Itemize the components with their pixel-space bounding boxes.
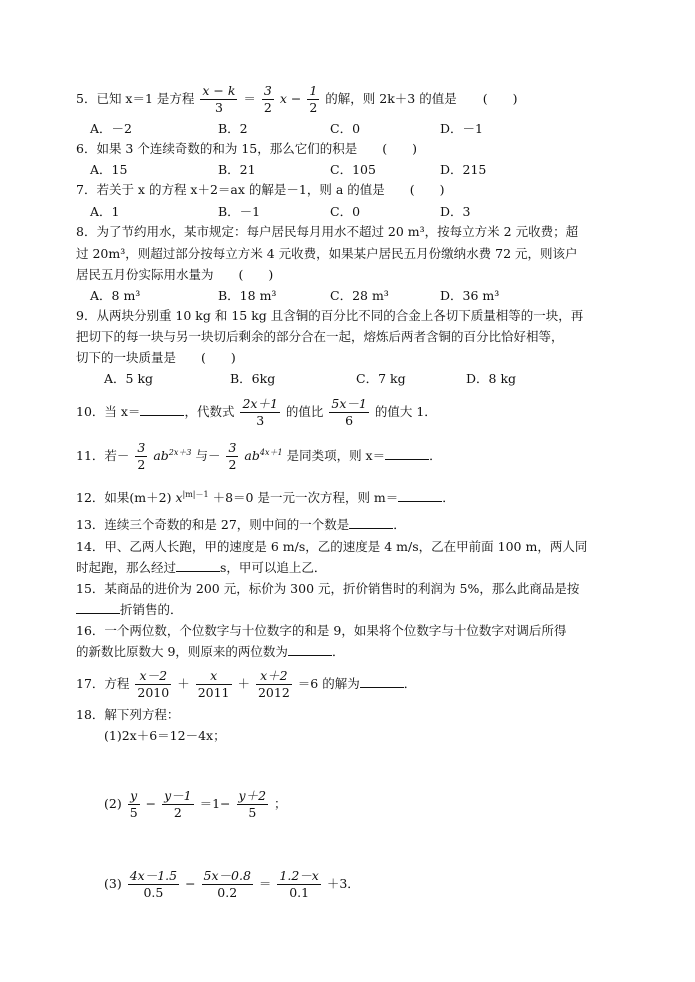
q8-option-d: D．36 m³: [440, 288, 500, 303]
q9-option-a: A．5 kg: [104, 371, 154, 386]
q7-option-d: D．3: [440, 204, 471, 219]
q8-option-c: C．28 m³: [330, 288, 389, 303]
q18-2-fraction-1: $\frac{y}{5}$: [129, 788, 138, 820]
question-8-line-3: 居民五月份实际用水量为 ( ): [76, 267, 274, 282]
q17-fraction-1: $\frac{x-2}{2010}$: [137, 668, 170, 700]
question-18-part-2: (2) $\frac{y}{5}$ − $\frac{y-1}{2}$ ＝1− $\frac{y+2}{5}$ ；: [104, 788, 287, 820]
question-10: 10．当 x＝ ，代数式 $\frac{2x+1}{3}$ 的值比 $\frac{5x-1}{6}$ 的值大 1．: [76, 396, 437, 428]
q6-option-d: D．215: [440, 162, 487, 177]
q5-option-d: D．－1: [440, 121, 483, 136]
q11-answer-blank[interactable]: [385, 447, 429, 460]
q7-option-b: B．－1: [218, 204, 261, 219]
q14-answer-blank[interactable]: [176, 559, 220, 572]
q8-option-b: B．18 m³: [218, 288, 277, 303]
q17-fraction-2: $\frac{x}{2011}$: [197, 668, 230, 700]
question-8-line-1: 8．为了节约用水，某市规定：每户居民每月用水不超过 20 m³，按每立方米 2 元收费；超: [76, 224, 579, 239]
q8-option-a: A．8 m³: [90, 288, 141, 303]
question-14-line-2: 时起跑，那么经过 s，甲可以追上乙．: [76, 560, 327, 575]
question-9-line-1: 9．从两块分别重 10 kg 和 15 kg 且含铜的百分比不同的合金上各切下质量相等的一块，再: [76, 308, 584, 323]
q7-option-a: A．1: [90, 204, 120, 219]
question-18-part-1: (1)2x＋6＝12－4x；: [104, 728, 226, 743]
q18-2-fraction-2: $\frac{y-1}{2}$: [164, 788, 192, 820]
q17-answer-blank[interactable]: [360, 675, 404, 688]
q6-option-b: B．21: [218, 162, 256, 177]
question-6: 6．如果 3 个连续奇数的和为 15，那么它们的积是 ( ): [76, 141, 417, 156]
q5-answer-paren: ( ): [482, 91, 518, 106]
q5-option-b: B．2: [218, 121, 248, 136]
question-16-line-2: 的新数比原数大 9，则原来的两位数为 ．: [76, 644, 345, 659]
question-18: 18．解下列方程：: [76, 707, 180, 722]
question-13: 13．连续三个奇数的和是 27，则中间的一个数是 ．: [76, 517, 406, 532]
q18-3-fraction-2: $\frac{5x-0.8}{0.2}$: [203, 868, 251, 900]
q12-answer-blank[interactable]: [398, 489, 442, 502]
q5-fraction-1: $\frac{x - k}{3}$: [202, 83, 236, 115]
question-9-line-2: 把切下的每一块与另一块切后剩余的部分合在一起，熔炼后两者含铜的百分比恰好相等，: [76, 329, 564, 344]
q11-fraction-1: $\frac{3}{2}$: [137, 440, 146, 472]
q10-answer-blank[interactable]: [140, 403, 184, 416]
q18-2-fraction-3: $\frac{y+2}{5}$: [238, 788, 267, 820]
q6-option-a: A．15: [90, 162, 128, 177]
q5-fraction-2: $\frac{3}{2}$: [263, 83, 272, 115]
q10-fraction-1: $\frac{2x+1}{3}$: [242, 396, 278, 428]
q7-option-c: C．0: [330, 204, 361, 219]
question-5: 5．已知 x＝1 是方程 $\frac{x - k}{3}$ ＝ $\frac{3}{2}$ x − $\frac{1}{2}$ 的解，则 2k＋3 的值是 ( ): [76, 83, 518, 115]
question-11: 11．若－ $\frac{3}{2}$ $ab^{2x+3}$ 与－ $\frac{3}{2}$ $ab^{4x+1}$ 是同类项，则 x＝ ．: [76, 440, 442, 472]
q5-option-a: A．－2: [90, 121, 132, 136]
question-17: 17．方程 $\frac{x-2}{2010}$ ＋ $\frac{x}{2011}$ ＋ $\frac{x+2}{2012}$ ＝6 的解为 ．: [76, 668, 417, 700]
q9-option-c: C．7 kg: [356, 371, 406, 386]
question-15-line-2: 折销售的．: [76, 601, 183, 619]
q11-fraction-2: $\frac{3}{2}$: [228, 440, 237, 472]
question-9-line-3: 切下的一块质量是 ( ): [76, 350, 236, 365]
q5-text: 5．已知 x＝1 是方程: [76, 91, 195, 106]
q16-answer-blank[interactable]: [288, 643, 332, 656]
q5-option-c: C．0: [330, 121, 361, 136]
q15-answer-blank[interactable]: [76, 601, 120, 614]
q18-3-fraction-1: $\frac{4x-1.5}{0.5}$: [129, 868, 178, 900]
question-8-line-2: 过 20m³，则超过部分按每立方米 4 元收费，如果某户居民五月份缴纳水费 72 元，则该户: [76, 246, 578, 261]
q10-fraction-2: $\frac{5x-1}{6}$: [331, 396, 367, 428]
question-18-part-3: (3) $\frac{4x-1.5}{0.5}$ − $\frac{5x-0.8}{0.2}$ ＝ $\frac{1.2-x}{0.1}$ ＋3．: [104, 868, 360, 900]
q18-3-fraction-3: $\frac{1.2-x}{0.1}$: [279, 868, 319, 900]
q6-option-c: C．105: [330, 162, 376, 177]
q9-option-b: B．6kg: [230, 371, 276, 386]
question-7: 7．若关于 x 的方程 x＋2＝ax 的解是－1，则 a 的值是 ( ): [76, 182, 445, 197]
question-15-line-1: 15．某商品的进价为 200 元，标价为 300 元，折价销售时的利润为 5%，那么此商品是按: [76, 581, 580, 596]
q13-answer-blank[interactable]: [349, 516, 393, 529]
question-16-line-1: 16．一个两位数，个位数字与十位数字的和是 9，如果将个位数字与十位数字对调后所得: [76, 623, 567, 638]
q9-option-d: D．8 kg: [466, 371, 517, 386]
q17-fraction-3: $\frac{x+2}{2012}$: [257, 668, 290, 700]
q5-fraction-3: $\frac{1}{2}$: [309, 83, 318, 115]
question-14-line-1: 14．甲、乙两人长跑，甲的速度是 6 m/s，乙的速度是 4 m/s，乙在甲前面 100 m，两人同: [76, 539, 588, 554]
question-12: 12．如果(m＋2) $x^{|m|-1} +8=0$ 是一元一次方程，则 m＝ ．: [76, 490, 455, 506]
